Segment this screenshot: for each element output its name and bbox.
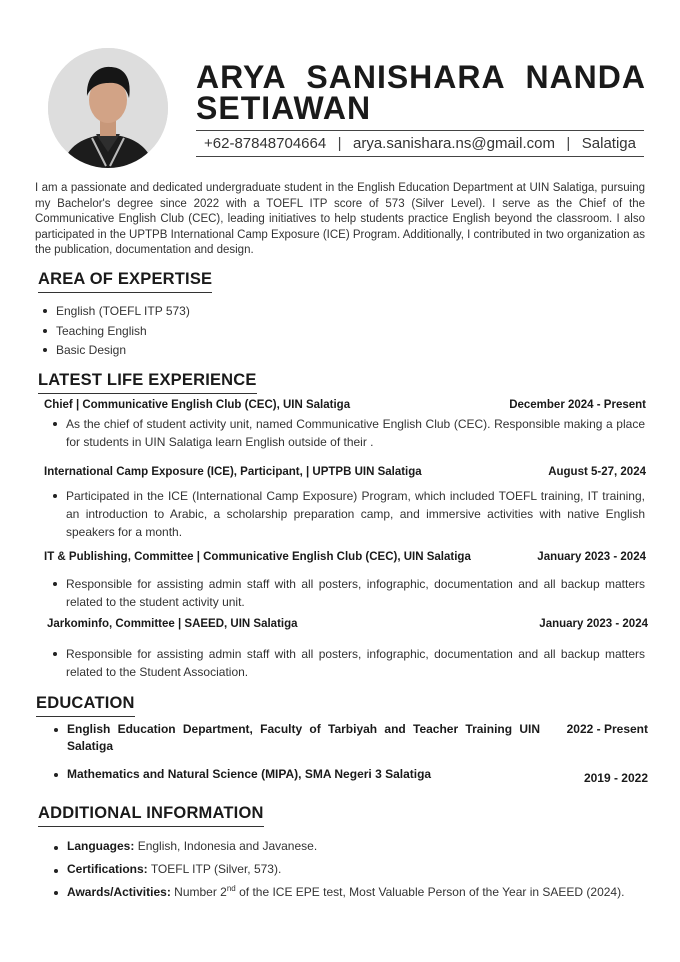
experience-description: As the chief of student activity unit, named Communicative English Club (CEC). Responsible making a place for students in UIN Salatiga learn English outside of their . (45, 415, 645, 451)
certifications-value: TOEFL ITP (Silver, 573). (150, 862, 282, 876)
certifications-label: Certifications: (67, 862, 148, 876)
education-date: 2022 - Present (566, 722, 648, 736)
location: Salatiga (581, 135, 636, 152)
info-certifications (48, 862, 281, 876)
person-portrait-icon (48, 48, 168, 168)
experience-description: Responsible for assisting admin staff with all posters, infographic, documentation and all backup matters related to the student activity unit. (45, 575, 645, 611)
languages-value: English, Indonesia and Javanese. (137, 839, 318, 853)
experience-date: January 2023 - 2024 (537, 551, 646, 563)
section-title-education: EDUCATION (36, 694, 135, 717)
separator: | (566, 135, 571, 152)
section-title-additional: ADDITIONAL INFORMATION (38, 804, 264, 827)
experience-date: January 2023 - 2024 (539, 618, 648, 630)
experience-description: Responsible for assisting admin staff with all posters, infographic, documentation and all backup matters related to the Student Association. (45, 645, 645, 681)
experience-role: International Camp Exposure (ICE), Participant, | UPTPB UIN Salatiga (44, 466, 422, 478)
awards-value-pre: Number 2 (174, 885, 227, 899)
info-awards (48, 884, 624, 899)
contact-bar (196, 130, 644, 157)
name-line-1: ARYA SANISHARA NANDA (196, 59, 646, 95)
profile-summary: I am a passionate and dedicated undergraduate student in the English Education Department at UIN Salatiga, pursuing my Bachelor's degree since 2022 with a TOEFL ITP score of 573 (Silver Level). I serve as the Chief of the Communicative English Club (CEC), leading initiatives to help students practice English beyond the classroom. I also participated in the UPTPB International Camp Exposure (ICE) Program. Additionally, I contributed in two organization as the publication, documentation and design. (35, 182, 645, 256)
list-item: English (TOEFL ITP 573) (36, 302, 190, 322)
experience-role: Chief | Communicative English Club (CEC), UIN Salatiga (44, 399, 351, 411)
list-item: Basic Design (36, 341, 190, 361)
education-item: English Education Department, Faculty of Tarbiyah and Teacher Training UIN Salatiga (48, 721, 540, 755)
candidate-name (196, 59, 646, 126)
languages-label: Languages: (67, 839, 135, 853)
expertise-list (36, 302, 190, 361)
awards-label: Awards/Activities: (67, 885, 171, 899)
experience-date: August 5-27, 2024 (548, 466, 646, 478)
awards-value-post: of the ICE EPE test, Most Valuable Person of the Year in SAEED (2024). (235, 885, 625, 899)
info-languages (48, 839, 317, 853)
experience-date: December 2024 - Present (509, 399, 646, 411)
education-item: Mathematics and Natural Science (MIPA), SMA Negeri 3 Salatiga (48, 766, 540, 783)
experience-description: Participated in the ICE (International Camp Exposure) Program, which included TOEFL training, IT training, an introduction to Arabic, a scholarship preparation camp, and immersive activities with native English speakers for a month. (45, 487, 645, 541)
list-item: Teaching English (36, 322, 190, 342)
experience-role: Jarkominfo, Committee | SAEED, UIN Salatiga (47, 618, 298, 630)
name-line-2: SETIAWAN (196, 90, 372, 126)
email-address[interactable]: arya.sanishara.ns@gmail.com (353, 135, 555, 152)
phone-number[interactable]: +62-87848704664 (204, 135, 327, 152)
awards-value-sup: nd (226, 884, 236, 893)
profile-photo (48, 48, 168, 168)
experience-role: IT & Publishing, Committee | Communicative English Club (CEC), UIN Salatiga (44, 551, 471, 563)
education-date: 2019 - 2022 (583, 771, 648, 785)
separator: | (337, 135, 342, 152)
section-title-experience: LATEST LIFE EXPERIENCE (38, 371, 257, 394)
section-title-expertise: AREA OF EXPERTISE (38, 270, 212, 293)
